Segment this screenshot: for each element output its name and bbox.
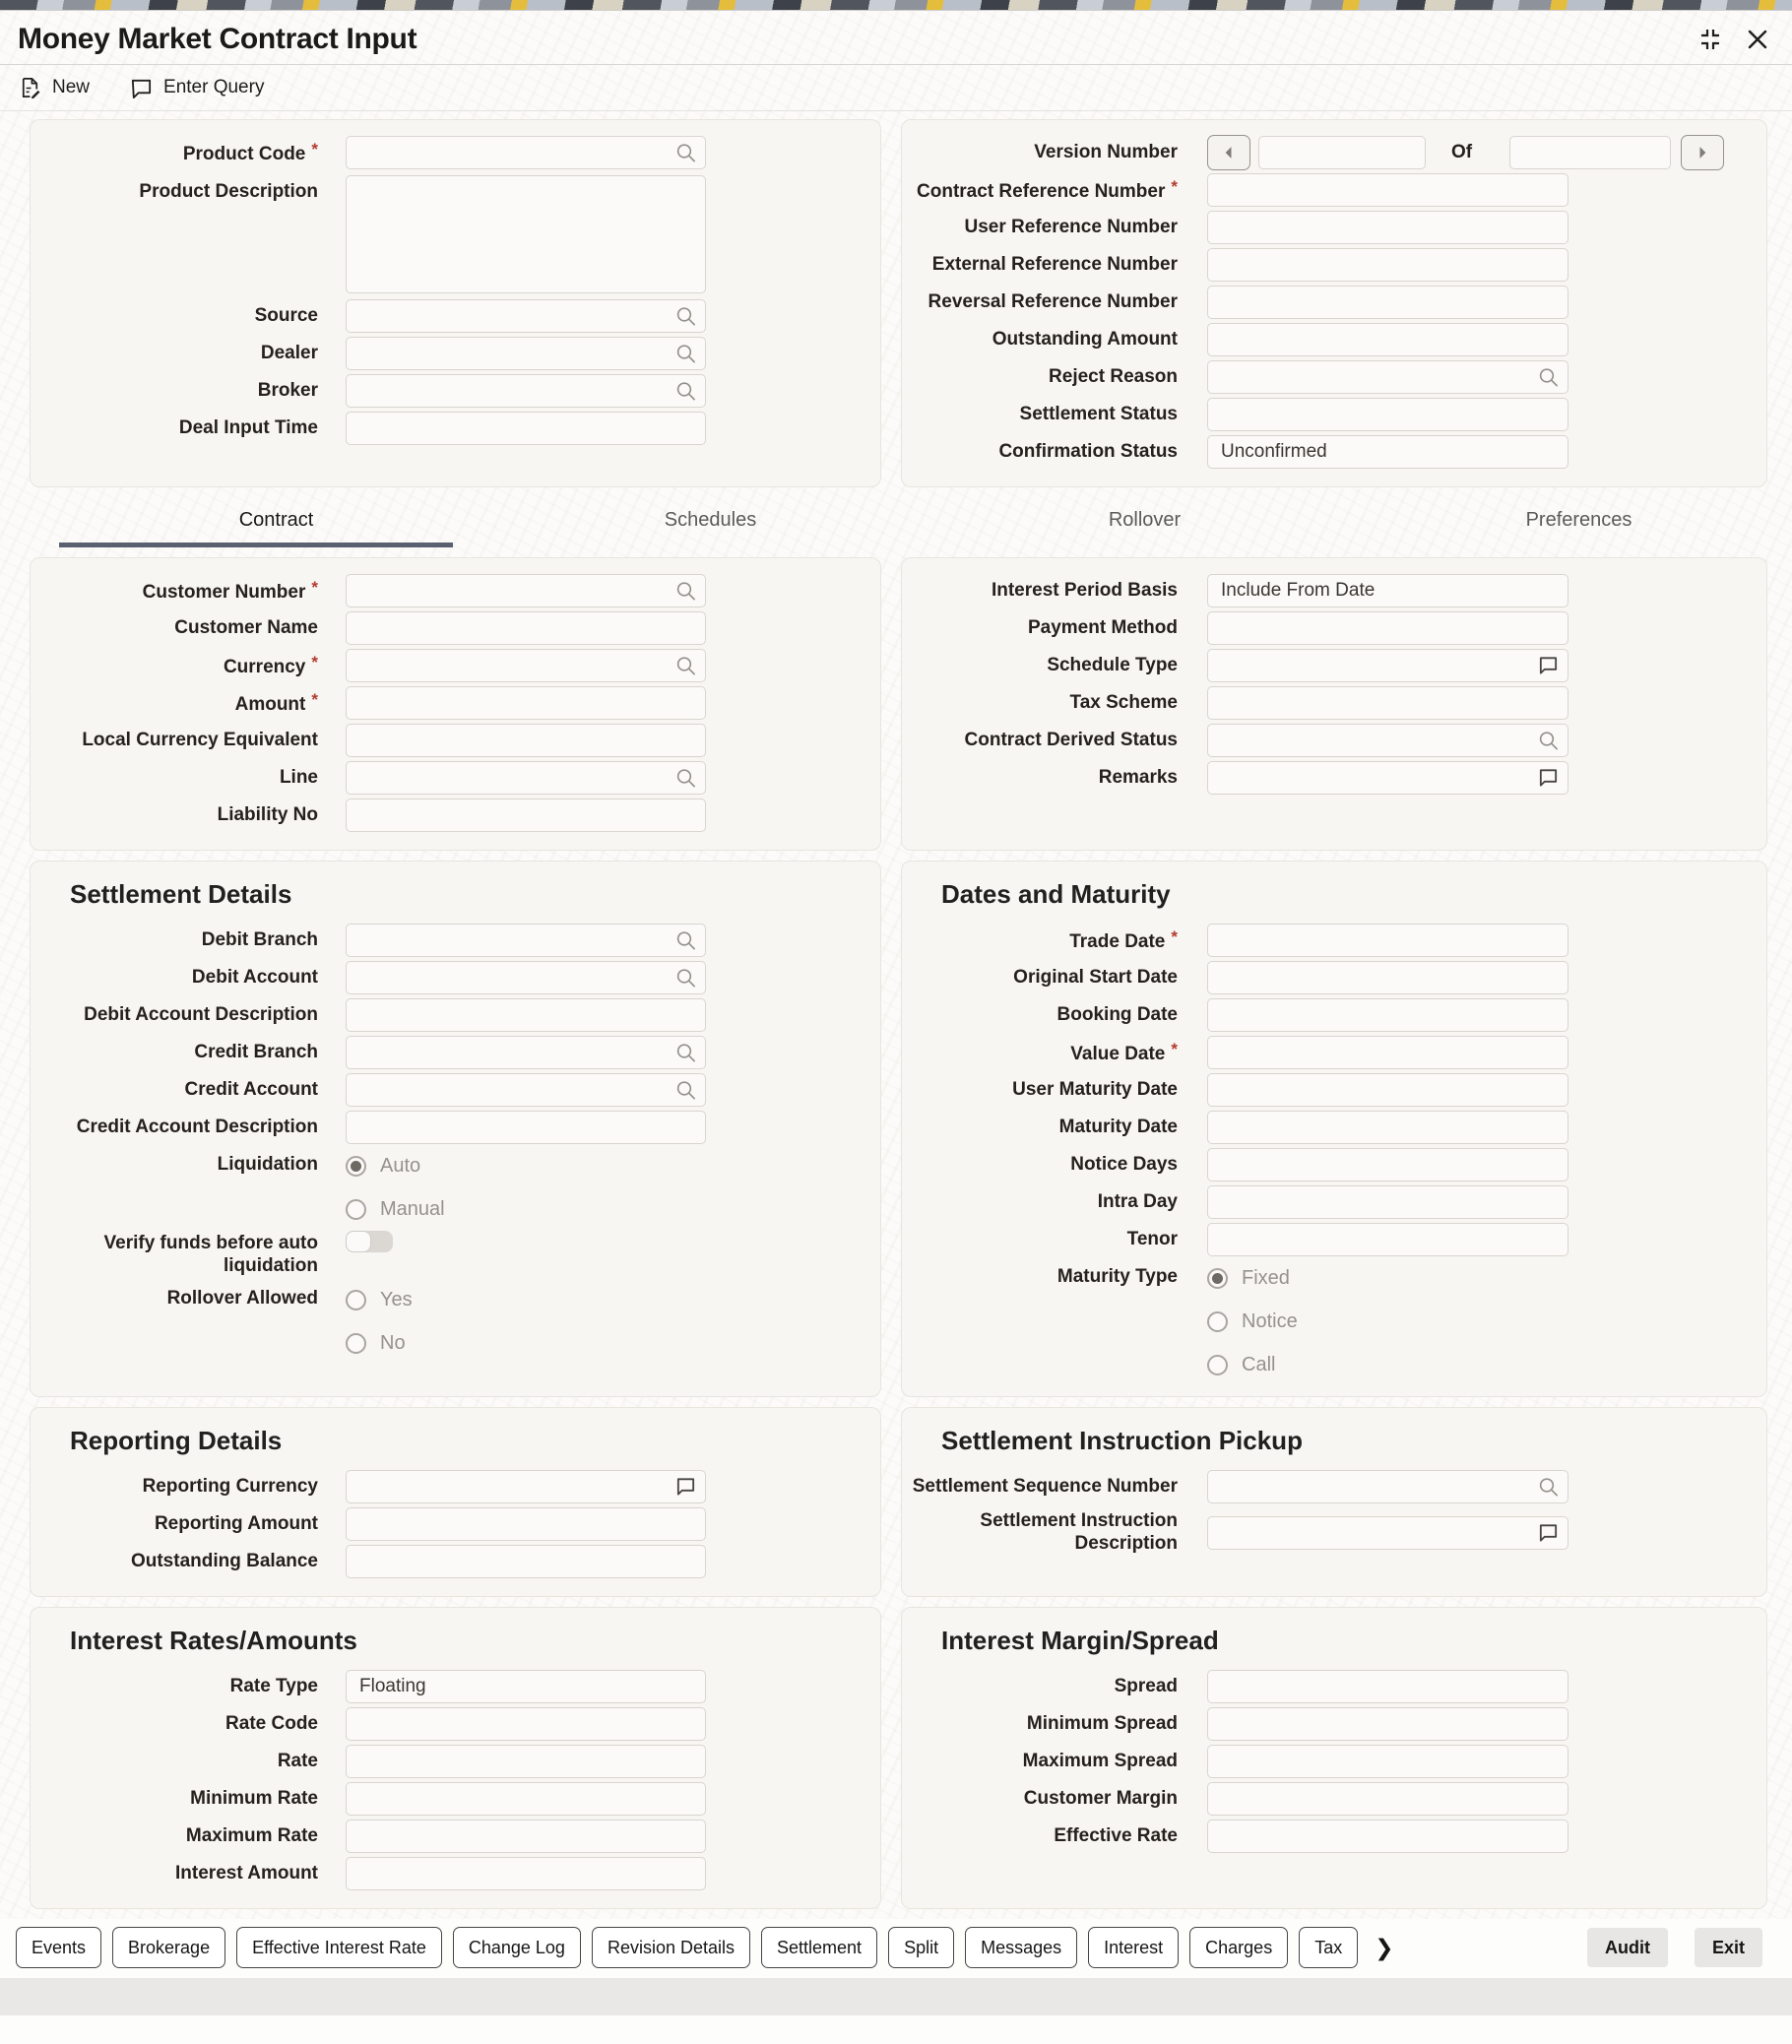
contract-derived-status-label: Contract Derived Status [964, 729, 1178, 750]
search-icon[interactable] [674, 1079, 697, 1102]
action-bar [0, 1919, 1792, 1978]
more-actions-chevron-icon[interactable]: ❯ [1375, 1934, 1394, 1960]
contract-derived-status-input[interactable] [1207, 724, 1568, 757]
liquidation-manual-radio[interactable] [346, 1193, 706, 1225]
liquidation-label: Liquidation [217, 1154, 318, 1175]
rate-type-value: Floating [359, 1676, 426, 1696]
reject-reason-input[interactable] [1207, 360, 1568, 394]
amount-label: Amount * [31, 690, 318, 717]
minimum-rate-label: Minimum Rate [190, 1787, 318, 1809]
local-currency-equivalent-label: Local Currency Equivalent [82, 729, 318, 750]
rate-input[interactable] [346, 1745, 706, 1778]
form-content [0, 111, 1792, 1909]
maturity-date-input[interactable] [1207, 1111, 1568, 1144]
interest-period-basis-input[interactable] [1207, 574, 1568, 607]
settlement-status-input[interactable] [1207, 398, 1568, 431]
version-of-label: Of [1451, 142, 1473, 162]
payment-method-input[interactable] [1207, 611, 1568, 645]
payment-method-label: Payment Method [1027, 616, 1178, 638]
rate-type-label: Rate Type [229, 1675, 318, 1696]
rollover-allowed-no-radio[interactable] [346, 1327, 706, 1359]
change-log-button[interactable]: Change Log [453, 1927, 581, 1968]
desktop-wallpaper-strip [0, 0, 1792, 10]
reporting-details-panel [30, 1407, 881, 1597]
trade-date-input[interactable] [1207, 924, 1568, 957]
maturity-type-notice-radio[interactable] [1207, 1306, 1568, 1337]
schedule-panel [901, 557, 1767, 851]
reporting-currency-input[interactable] [346, 1470, 706, 1503]
search-icon[interactable] [1537, 730, 1560, 752]
toolbar [0, 65, 1792, 110]
settlement-instruction-description-input[interactable] [1207, 1516, 1568, 1550]
verify-funds-label: Verify funds before auto liquidation [103, 1233, 318, 1276]
split-button[interactable]: Split [888, 1927, 954, 1968]
line-input[interactable] [346, 761, 706, 795]
debit-branch-input[interactable] [346, 924, 706, 957]
close-icon[interactable] [1745, 27, 1770, 52]
reference-panel [901, 119, 1767, 487]
radio-icon[interactable] [1207, 1355, 1228, 1375]
product-code-label: Product Code * [31, 140, 318, 166]
section-title-interest-rates: Interest Rates/Amounts [70, 1626, 357, 1655]
rate-code-input[interactable] [346, 1707, 706, 1741]
settlement-button[interactable]: Settlement [761, 1927, 877, 1968]
dates-maturity-panel [901, 861, 1767, 1397]
maximum-rate-label: Maximum Rate [185, 1824, 318, 1846]
settlement-instruction-pickup-panel [901, 1407, 1767, 1597]
interest-rates-panel [30, 1607, 881, 1909]
liability-no-label: Liability No [217, 803, 318, 825]
credit-account-description-label: Credit Account Description [76, 1116, 318, 1137]
currency-input[interactable] [346, 649, 706, 682]
broker-input[interactable] [346, 374, 706, 408]
settlement-status-label: Settlement Status [1019, 403, 1178, 424]
schedule-type-input[interactable] [1207, 649, 1568, 682]
maturity-type-call-radio[interactable] [1207, 1349, 1568, 1380]
title-bar [0, 11, 1792, 64]
settlement-sequence-number-input[interactable] [1207, 1470, 1568, 1503]
money-market-contract-window [0, 10, 1792, 1978]
comment-bubble-icon[interactable] [1537, 1522, 1560, 1545]
section-title-reporting-details: Reporting Details [70, 1426, 283, 1455]
tab-preferences[interactable]: Preferences [1525, 509, 1632, 531]
version-total-input[interactable] [1509, 136, 1671, 169]
credit-branch-label: Credit Branch [194, 1041, 318, 1062]
maximize-icon[interactable] [1697, 27, 1723, 52]
maturity-type-fixed-radio[interactable] [1207, 1262, 1568, 1294]
product-description-input[interactable] [346, 175, 706, 293]
maximum-rate-input[interactable] [346, 1820, 706, 1853]
search-icon[interactable] [674, 305, 697, 328]
outstanding-amount-input[interactable] [1207, 323, 1568, 356]
rollover-no-label: No [380, 1331, 406, 1354]
new-button-label: New [52, 77, 91, 97]
customer-name-label: Customer Name [174, 616, 318, 638]
chevron-left-icon [1219, 143, 1239, 162]
rate-label: Rate [277, 1750, 318, 1771]
intra-day-input[interactable] [1207, 1185, 1568, 1219]
effective-rate-input[interactable] [1207, 1820, 1568, 1853]
contract-reference-number-label: Contract Reference Number * [902, 177, 1178, 204]
customer-number-input[interactable] [346, 574, 706, 607]
section-title-settlement-instruction-pickup: Settlement Instruction Pickup [941, 1426, 1303, 1455]
local-currency-equivalent-input[interactable] [346, 724, 706, 757]
comment-bubble-icon[interactable] [1537, 655, 1560, 677]
notice-days-input[interactable] [1207, 1148, 1568, 1182]
user-reference-number-label: User Reference Number [964, 216, 1178, 237]
external-reference-number-input[interactable] [1207, 248, 1568, 282]
maturity-date-label: Maturity Date [1058, 1116, 1178, 1137]
maturity-type-notice-label: Notice [1242, 1309, 1298, 1332]
version-number-label: Version Number [1034, 141, 1178, 162]
comment-bubble-icon[interactable] [674, 1476, 697, 1499]
reversal-reference-number-input[interactable] [1207, 286, 1568, 319]
interest-amount-label: Interest Amount [175, 1862, 318, 1884]
version-previous-button[interactable] [1207, 135, 1250, 170]
enter-query-label: Enter Query [163, 77, 265, 97]
maturity-type-call-label: Call [1242, 1353, 1276, 1375]
minimum-spread-label: Minimum Spread [1026, 1712, 1178, 1734]
confirmation-status-label: Confirmation Status [998, 440, 1178, 462]
value-date-label: Value Date * [902, 1040, 1178, 1066]
original-start-date-input[interactable] [1207, 961, 1568, 994]
credit-account-label: Credit Account [184, 1078, 318, 1100]
search-icon[interactable] [674, 767, 697, 790]
customer-margin-input[interactable] [1207, 1782, 1568, 1816]
section-title-dates-maturity: Dates and Maturity [941, 879, 1171, 909]
debit-branch-label: Debit Branch [201, 928, 318, 950]
rate-type-input[interactable] [346, 1670, 706, 1703]
product-description-label: Product Description [139, 181, 318, 202]
reject-reason-label: Reject Reason [1049, 365, 1178, 387]
interest-margin-panel [901, 1607, 1767, 1909]
chevron-right-icon [1693, 143, 1712, 162]
customer-margin-label: Customer Margin [1023, 1787, 1178, 1809]
debit-account-label: Debit Account [191, 966, 318, 988]
debit-account-description-label: Debit Account Description [84, 1003, 318, 1025]
tax-scheme-label: Tax Scheme [1069, 691, 1178, 713]
rollover-yes-label: Yes [380, 1288, 413, 1310]
tenor-input[interactable] [1207, 1223, 1568, 1256]
radio-selected-icon[interactable] [1207, 1268, 1228, 1289]
exit-button[interactable]: Exit [1695, 1928, 1762, 1967]
maximum-spread-label: Maximum Spread [1022, 1750, 1178, 1771]
search-icon[interactable] [674, 1042, 697, 1064]
tax-scheme-input[interactable] [1207, 686, 1568, 720]
external-reference-number-label: External Reference Number [931, 253, 1178, 275]
effective-rate-label: Effective Rate [1054, 1824, 1178, 1846]
booking-date-label: Booking Date [1056, 1003, 1178, 1025]
confirmation-status-input[interactable] [1207, 435, 1568, 469]
reversal-reference-number-label: Reversal Reference Number [928, 290, 1178, 312]
credit-branch-input[interactable] [346, 1036, 706, 1069]
reporting-amount-label: Reporting Amount [154, 1512, 318, 1534]
rollover-allowed-yes-radio[interactable] [346, 1284, 706, 1315]
radio-selected-icon[interactable] [346, 1156, 366, 1177]
minimum-spread-input[interactable] [1207, 1707, 1568, 1741]
radio-icon[interactable] [346, 1333, 366, 1354]
tab-schedules[interactable]: Schedules [664, 509, 757, 531]
tab-contract[interactable]: Contract [59, 499, 493, 547]
liquidation-manual-label: Manual [380, 1197, 445, 1220]
effective-interest-rate-button[interactable]: Effective Interest Rate [236, 1927, 442, 1968]
tab-bar [59, 499, 1792, 547]
new-document-icon [18, 76, 42, 100]
broker-label: Broker [257, 379, 318, 401]
confirmation-status-value: Unconfirmed [1221, 441, 1327, 462]
audit-button[interactable]: Audit [1587, 1928, 1668, 1967]
interest-period-basis-label: Interest Period Basis [991, 579, 1178, 601]
user-reference-number-input[interactable] [1207, 211, 1568, 244]
outstanding-amount-label: Outstanding Amount [992, 328, 1178, 350]
liability-no-input[interactable] [346, 798, 706, 832]
footer-strip [0, 1978, 1792, 2015]
search-icon[interactable] [674, 929, 697, 952]
credit-account-description-input[interactable] [346, 1111, 706, 1144]
liquidation-auto-radio[interactable] [346, 1150, 706, 1182]
tax-button[interactable]: Tax [1299, 1927, 1358, 1968]
search-icon[interactable] [674, 380, 697, 403]
trade-date-label: Trade Date * [902, 927, 1178, 954]
search-icon[interactable] [674, 343, 697, 365]
version-number-input[interactable] [1258, 136, 1426, 169]
enter-query-button[interactable] [129, 76, 264, 100]
booking-date-input[interactable] [1207, 998, 1568, 1032]
rollover-allowed-label: Rollover Allowed [166, 1288, 318, 1309]
minimum-rate-input[interactable] [346, 1782, 706, 1816]
spread-input[interactable] [1207, 1670, 1568, 1703]
tenor-label: Tenor [1126, 1228, 1178, 1249]
search-icon[interactable] [674, 655, 697, 677]
customer-name-input[interactable] [346, 611, 706, 645]
maturity-type-label: Maturity Type [1056, 1266, 1178, 1287]
deal-input-time-label: Deal Input Time [178, 416, 318, 438]
deal-input-time-input[interactable] [346, 412, 706, 445]
remarks-label: Remarks [1098, 766, 1178, 788]
reporting-currency-label: Reporting Currency [142, 1475, 318, 1497]
contract-reference-number-input[interactable] [1207, 173, 1568, 207]
dealer-input[interactable] [346, 337, 706, 370]
outstanding-balance-label: Outstanding Balance [130, 1550, 318, 1571]
section-title-settlement-details: Settlement Details [70, 879, 292, 909]
amount-input[interactable] [346, 686, 706, 720]
page-title: Money Market Contract Input [18, 23, 417, 55]
liquidation-auto-label: Auto [380, 1154, 421, 1177]
value-date-input[interactable] [1207, 1036, 1568, 1069]
rate-code-label: Rate Code [225, 1712, 318, 1734]
settlement-instruction-description-label: Settlement Instruction Description [980, 1510, 1178, 1554]
credit-account-input[interactable] [346, 1073, 706, 1107]
version-next-button[interactable] [1681, 135, 1724, 170]
events-button[interactable]: Events [16, 1927, 101, 1968]
dealer-label: Dealer [260, 342, 318, 363]
radio-icon[interactable] [346, 1199, 366, 1220]
search-icon[interactable] [1537, 366, 1560, 389]
interest-button[interactable]: Interest [1088, 1927, 1179, 1968]
toggle-knob [346, 1231, 371, 1252]
revision-details-button[interactable]: Revision Details [592, 1927, 750, 1968]
customer-panel [30, 557, 881, 851]
brokerage-button[interactable]: Brokerage [112, 1927, 225, 1968]
user-maturity-date-input[interactable] [1207, 1073, 1568, 1107]
remarks-input[interactable] [1207, 761, 1568, 795]
intra-day-label: Intra Day [1097, 1190, 1178, 1212]
search-icon[interactable] [674, 142, 697, 164]
new-button[interactable] [18, 76, 90, 100]
search-icon[interactable] [674, 967, 697, 990]
notice-days-label: Notice Days [1070, 1153, 1178, 1175]
user-maturity-date-label: User Maturity Date [1012, 1078, 1178, 1100]
radio-icon[interactable] [1207, 1311, 1228, 1332]
product-code-input[interactable] [346, 136, 706, 169]
currency-label: Currency * [31, 653, 318, 679]
maturity-type-fixed-label: Fixed [1242, 1266, 1290, 1289]
outstanding-balance-input[interactable] [346, 1545, 706, 1578]
comment-bubble-icon[interactable] [1537, 767, 1560, 790]
enter-query-icon [129, 76, 154, 100]
settlement-details-panel [30, 861, 881, 1397]
search-icon[interactable] [1537, 1476, 1560, 1499]
charges-button[interactable]: Charges [1189, 1927, 1288, 1968]
search-icon[interactable] [674, 580, 697, 603]
interest-period-basis-value: Include From Date [1221, 580, 1376, 601]
schedule-type-label: Schedule Type [1047, 654, 1178, 675]
tab-rollover[interactable]: Rollover [1108, 509, 1182, 531]
debit-account-description-input[interactable] [346, 998, 706, 1032]
product-panel [30, 119, 881, 487]
reporting-amount-input[interactable] [346, 1507, 706, 1541]
line-label: Line [279, 766, 318, 788]
original-start-date-label: Original Start Date [1013, 966, 1178, 988]
spread-label: Spread [1114, 1675, 1178, 1696]
debit-account-input[interactable] [346, 961, 706, 994]
verify-funds-toggle[interactable] [346, 1231, 393, 1252]
messages-button[interactable]: Messages [965, 1927, 1077, 1968]
radio-icon[interactable] [346, 1290, 366, 1310]
source-label: Source [254, 304, 318, 326]
settlement-sequence-number-label: Settlement Sequence Number [912, 1475, 1178, 1497]
section-title-interest-margin: Interest Margin/Spread [941, 1626, 1219, 1655]
maximum-spread-input[interactable] [1207, 1745, 1568, 1778]
source-input[interactable] [346, 299, 706, 333]
interest-amount-input[interactable] [346, 1857, 706, 1890]
customer-number-label: Customer Number * [31, 578, 318, 605]
